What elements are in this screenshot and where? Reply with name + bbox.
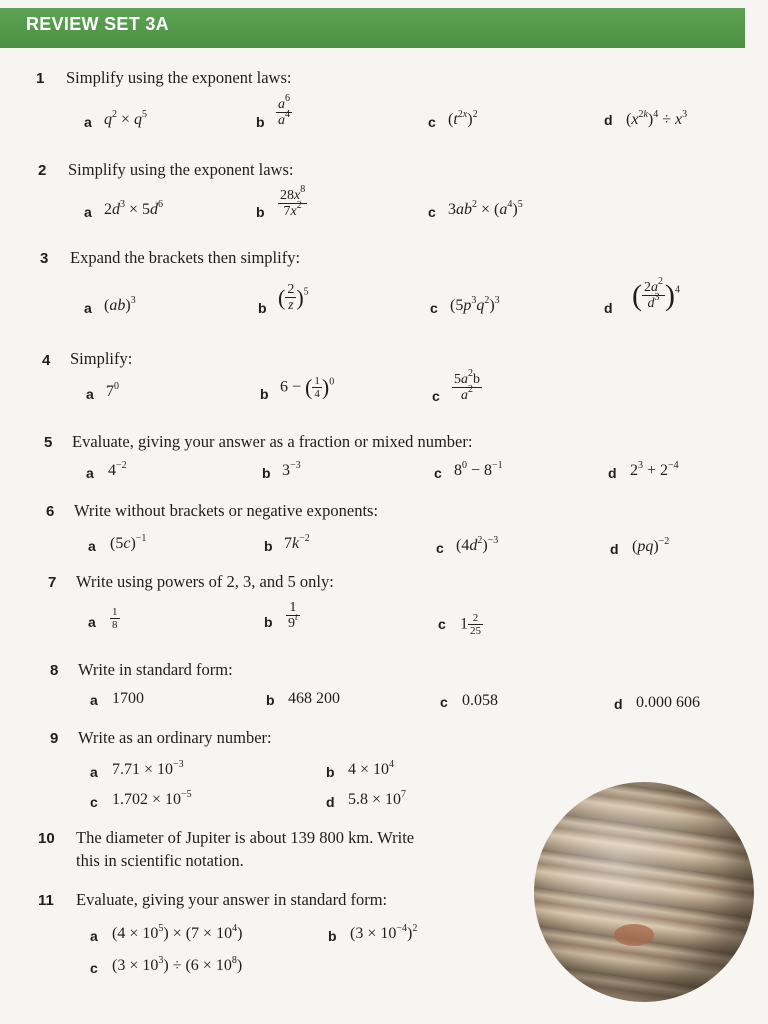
question-text: Write without brackets or negative exponents: [74,501,379,520]
expression: 1 $\frac{2}{25}$ [460,612,481,638]
great-red-spot [614,924,654,946]
question-text: Evaluate, giving your answer in standard form: [76,890,388,909]
question-text: Simplify using the exponent laws: [68,160,294,179]
expression: $7^0$ [106,381,119,400]
question-text: Write using powers of 2, 3, and 5 only: [76,572,334,591]
expression: (ab)$^3$ [104,295,136,314]
part-label: d [326,794,335,810]
part-label: a [88,614,96,630]
part-label: a [84,300,92,316]
expression: $(3 \times 10^{-4})^2$ [350,923,418,942]
expression: $5.8 \times 10^7$ [348,789,407,808]
question-text: Evaluate, giving your answer as a fraction or mixed number: [72,432,473,451]
fraction-numerator: $5a^2b$ [454,368,480,387]
part-label: c [90,960,98,976]
expression: 0.058 [462,692,498,709]
part-label: d [604,300,613,316]
question-text: Expand the brackets then simplify: [70,248,301,267]
expression [278,184,307,220]
expression: $3^{-3}$ [282,460,301,479]
question-number: 1 [36,70,45,87]
expression: ( $\frac{2a^2}{d^3}$ )$^4$ [632,276,680,312]
part-label: b [328,928,337,944]
question-text: Simplify: [70,349,133,368]
expression: $4 \times 10^4$ [348,759,395,778]
expression: $(5c)^{-1}$ [110,533,147,552]
jupiter-image [534,782,754,1002]
part-label: a [86,465,94,481]
part-label: b [266,692,275,708]
question-number: 5 [44,434,53,451]
part-label: a [90,928,98,944]
question-number: 9 [50,730,59,747]
question-text: Write as an ordinary number: [78,728,272,747]
part-label: b [264,538,273,554]
part-label: c [440,694,448,710]
part-label: b [258,300,267,316]
expression: $7k^{-2}$ [284,533,310,552]
expression: $(4d^2)^{-3}$ [456,535,499,554]
expression: $\frac{1}{9^t}$ [288,600,298,632]
expression: $4^{-2}$ [108,460,127,479]
part-label: b [256,204,265,220]
part-label: c [436,540,444,556]
part-label: a [88,538,96,554]
expression: 6 − ( $\frac{1}{4}$ )$^0$ [280,374,335,401]
part-label: d [610,541,619,557]
part-label: a [90,764,98,780]
part-label: b [260,386,269,402]
expression: $(3 \times 10^3) \div (6 \times 10^8)$ [112,955,243,974]
question-number: 2 [38,162,47,179]
question-text: Write in standard form: [78,660,233,679]
part-label: b [326,764,335,780]
question-text: The diameter of Jupiter is about 139 800 km. Write [76,828,415,847]
expression [276,93,292,129]
part-label: c [438,616,446,632]
expression: $q^2 \times q^5$ [104,109,148,128]
expression: ( $\frac{2}{z}$ )$^5$ [278,282,309,314]
expression: $2^3 + 2^{-4}$ [630,460,679,479]
part-label: c [434,465,442,481]
part-label: a [90,692,98,708]
expression: $(t^{2x})^2$ [448,109,478,128]
part-label: a [84,114,92,130]
part-label: c [428,204,436,220]
expression: $3ab^2 \times (a^4)^5$ [448,199,523,218]
fraction-denominator: $a^4$ [278,109,290,129]
expression: $\frac{1}{8}$ [112,606,118,632]
part-label: a [86,386,94,402]
expression [452,368,482,404]
fraction-denominator: $a^2$ [461,384,473,404]
question-number: 7 [48,574,57,591]
fraction-numerator: $a^6$ [278,93,290,112]
expression: $1.702 \times 10^{-5}$ [112,789,192,808]
expression: $(5p^3q^2)^3$ [450,295,500,314]
part-label: c [430,300,438,316]
part-label: b [264,614,273,630]
section-title: REVIEW SET 3A [26,14,169,34]
expression: $2d^3 \times 5d^6$ [104,199,164,218]
expression: 468 200 [288,690,340,707]
part-label: d [608,465,617,481]
expression: $(4 \times 10^5) \times (7 \times 10^4)$ [112,923,243,942]
question-text: Simplify using the exponent laws: [66,68,292,87]
part-label: b [262,465,271,481]
expression: 1700 [112,690,144,707]
question-number: 3 [40,250,49,267]
part-label: d [614,696,623,712]
expression: $(x^{2k})^4 \div x^3$ [626,109,688,128]
question-text-continued: this in scientific notation. [76,851,244,870]
expression: 0.000 606 [636,694,700,711]
question-number: 8 [50,662,59,679]
fraction-numerator: $28x^8$ [280,184,306,203]
part-label: c [428,114,436,130]
question-number: 6 [46,503,55,520]
part-label: c [90,794,98,810]
question-number: 10 [38,830,55,847]
part-label: a [84,204,92,220]
part-label: b [256,114,265,130]
part-label: d [604,112,613,128]
question-number: 11 [38,892,54,909]
expression: (pq)$^{-2}$ [632,536,670,555]
fraction-denominator: $7x^2$ [283,200,302,220]
expression: $7.71 \times 10^{-3}$ [112,759,184,778]
question-number: 4 [42,352,51,369]
part-label: c [432,388,440,404]
expression: $8^0 - 8^{-1}$ [454,460,503,479]
